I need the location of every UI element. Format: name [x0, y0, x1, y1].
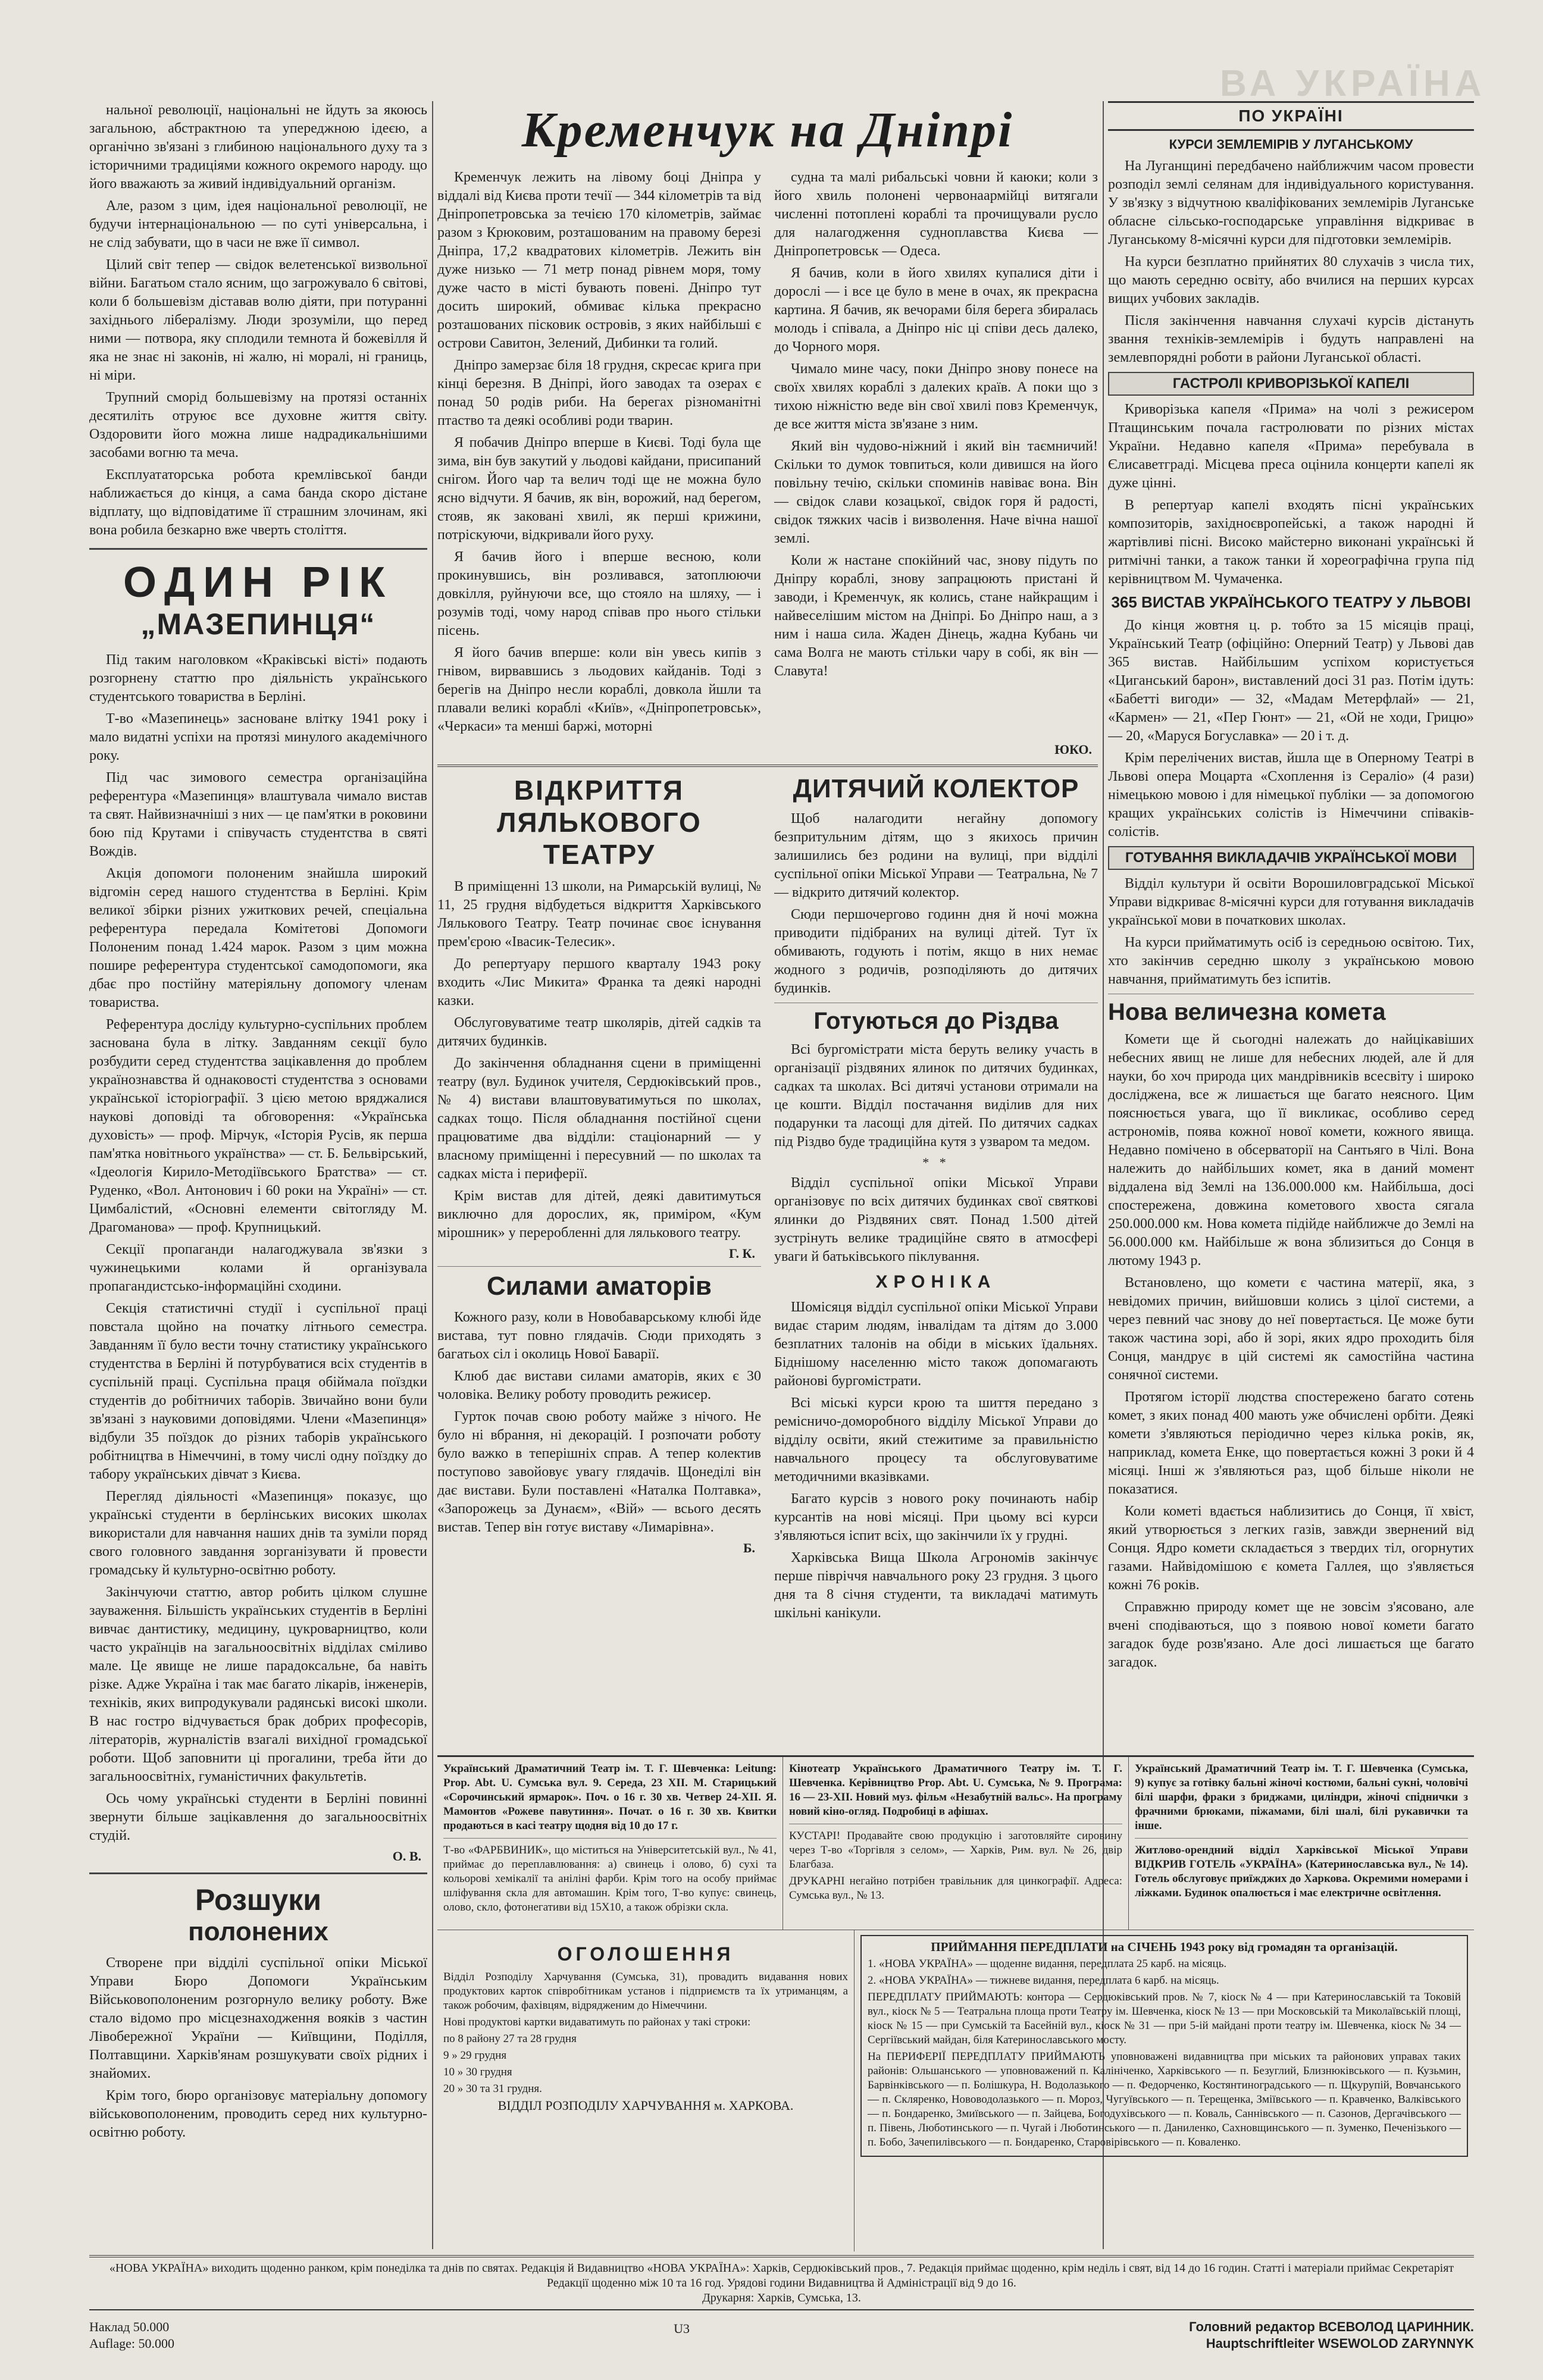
footer — [89, 2255, 1474, 2352]
column-rule — [432, 101, 433, 2249]
ad-text: Український Драматичний Театр ім. Т. Г. Шевченка: Leitung: Prop. Abt. U. Сумська вул. 9. Середа, 23 ХІІ. М. Старицький «Сорочинський ярмарок». Поч. о 16 г. 30 хв. Четвер 24-ХІІ. Я. Мамонтов «Рожеве павутиння». Почат. о 16 г. 30 хв. Квитки продаються в касі театру щодня від 10 до 17 г. — [443, 1762, 777, 1832]
teachers-article — [1108, 846, 1474, 989]
paragraph: Референтура досліду культурно-суспільних проблем заснована була в літку. Завданням секції було розбудити серед студентства зацікавлення до проблем українознавства й однаковості студентства з основами української історіографії. З цією метою вряджалися наукові доповіді та обговорення: «Українська духовість» — проф. Мірчук, «Історія Русів, як перша пам'ятка новітнього українства» — ст. Б. Бельвірський, «Ідеологія Кирило-Методіївського Братства» — ст. Руденко, «Вол. Антонович і 60 роки на Україні» — ст. Цимбалістий, «Основні елементи світогляду М. Драгоманова» — проф. Крупницький. — [89, 1017, 427, 1235]
kapelia-article — [1108, 372, 1474, 588]
kapelia-title: ГАСТРОЛІ КРИВОРІЗЬКОЇ КАПЕЛІ — [1108, 372, 1474, 396]
intro-article — [89, 101, 427, 540]
announcement-title: ОГОЛОШЕННЯ — [557, 1943, 734, 1965]
paragraph: Коли кометі вдається наблизитись до Сонця, її хвіст, який утворюється з легких газів, завжди звернений від Сонця. Ядро комети складається з твердих тіл, огорнутих газами. Найвідомішою є комета Галлея, що з'являється кожні 76 років. — [1108, 1504, 1474, 1593]
paragraph: Я його бачив вперше: коли він увесь кипів з гнівом, вирвавшись з льодових кайданів. Тоді з берегів на Дніпро несли кораблі, довкола йшли та плавали великі кораблі «Київ», «Дніпропетровськ», «Черкаси» та менші баржі, моторні — [437, 645, 761, 734]
kremenchuk-article — [437, 168, 1098, 757]
paragraph: Крім того, бюро організовує матеріальну допомогу військовополоненим, проводить серед них культурно-освітню роботу. — [89, 2088, 427, 2140]
paragraph: Шомісяця відділ суспільної опіки Міської Управи видає старим людям, інвалідам та дітям до 3.000 безплатних талонів на обіди в міських їдальнях. Біднішому населенню місто також допомагають районові бургомістрати. — [774, 1299, 1098, 1389]
ad-text: КУСТАРІ! Продавайте свою продукцію і заготовляйте сировину через Т-во «Торгівля з селом», — Харків, Рим. вул. № 26, двір Благбаза. — [789, 1830, 1122, 1871]
paragraph: Встановлено, що комети є частина матерії, яка, з невідомих причин, вийшовши колись з цілої системи, а через певний час знову до неї повертається. Це може бути також частина зорі, або й зорі, яких ядро проходить біля Сонця, мандрує в цій системі як самостійна частина сонячної системи. — [1108, 1275, 1474, 1383]
puppet-theatre-title-line1: ВІДКРИТТЯ — [514, 775, 685, 806]
bleed-through-watermark: ВА УКРАЇНА — [1220, 63, 1486, 104]
paragraph: Відділ Розподілу Харчування (Сумська, 31), провадить видавання нових продуктових карток співробітникам установ і підприємств та їх утриманцям, а також робочим, фахівцям, відрядженим до Німеччини. — [443, 1971, 848, 2012]
christmas-title: Готуються до Різдва — [813, 1008, 1059, 1034]
divider — [89, 1872, 427, 1874]
editor-credit — [1189, 2319, 1474, 2352]
circulation — [89, 2319, 174, 2352]
surveyors-article — [1108, 137, 1474, 367]
paragraph: Експлуататорська робота кремлівської банди наближається до кінця, а сама банда скоро дістане відплату, що відповідатиме її страшним злочинам, які вона робила безкарно вже чверть століття. — [89, 467, 427, 538]
paragraph: Секції пропаганди налагоджувала зв'язки з чужинецькими колами й організувала пропагандистсько-інформаційні сходини. — [89, 1242, 427, 1294]
paragraph: Чимало мине часу, поки Дніпро знову понесе на своїх хвилях кораблі з далеких країв. А поки що з тихою ніжністю веде він свої хвилі повз Кременчук, де все життя міста зв'язане з ним. — [774, 361, 1098, 432]
editor-de: Hauptschriftleiter WSEWOLOD ZARYNNYK — [1206, 2336, 1474, 2351]
ad-subscription — [855, 1930, 1474, 2251]
divider — [89, 548, 427, 550]
advertisements-block — [437, 1755, 1474, 2255]
paragraph: Криворізька капеля «Прима» на чолі з режисером Птащинським почала гастролювати по різних містах України. Недавно капеля «Прима» перебувала в Єлисаветграді. Місцева преса оцінила концерти капелі як дуже цінні. — [1108, 402, 1474, 491]
puppet-theatre-signature: Г. К. — [729, 1246, 755, 1261]
paragraph: Багато курсів з нового року починають набір курсантів на нові місяці. При цьому всі курси з'являються іспит всіх, що закінчили їх у грудні. — [774, 1491, 1098, 1543]
paragraph: Нові продуктові картки видаватимуть по районах у такі строки: — [443, 2016, 751, 2028]
mazepynets-title-line1: ОДИН РІК — [123, 559, 394, 606]
paragraph: Протягом історії людства спостережено багато сотень комет, з яких понад 400 мають уже обчислені орбіти. Деякі комети з'являються періодично через кілька років, як, наприклад, комета Енке, що повертається кожні 3 роки й 4 місяці. Інші ж з'являються раз, щоб більше ніколи не показатися. — [1108, 1389, 1474, 1497]
ad-text: ДРУКАРНІ негайно потрібен травільник для цинкографії. Адреса: Сумська вул., № 13. — [789, 1875, 1122, 1902]
mazepynets-title-line2: „МАЗЕПИНЦЯ“ — [140, 607, 376, 641]
ad-text: Житлово-орендний відділ Харківської Міської Управи ВІДКРИВ ГОТЕЛЬ «УКРАЇНА» (Катеринославська вул., № 14). Готель обслуговує приїжджих до Харкова. Окремими номерами і ліжками. Будинок опалюється і має електричне освітлення. — [1135, 1844, 1468, 1899]
paragraph: Щоб налагодити негайну допомогу безпритульним дітям, що з якихось причин залишились без родини на вулиці, при відділі суспільної опіки Міської Управи — Театральна, № 7 — відкрито дитячий колектор. — [774, 811, 1098, 900]
divider — [437, 1266, 761, 1267]
comet-article — [1108, 999, 1474, 1672]
puppet-theatre-title-line2: ЛЯЛЬКОВОГО ТЕАТРУ — [497, 807, 702, 870]
surveyors-title: КУРСИ ЗЕМЛЕМІРІВ У ЛУГАНСЬКОМУ — [1169, 137, 1413, 152]
paragraph: Створене при відділі суспільної опіки Міської Управи Бюро Допомоги Українським Військовополоненим розгорнуло велику роботу. Вже стало відомо про місцезнаходження вояків з частин Лівобережної України — Київщини, Поділля, Полтавщини. Харків'янам розшукувати своїх рідних і знайомих. — [89, 1955, 427, 2081]
paragraph: До репертуару першого кварталу 1943 року входить «Лис Микита» Франка та деякі народні казки. — [437, 956, 761, 1009]
paragraph: Крім вистав для дітей, деякі давитимуться виключно для дорослих, як, приміром, «Кум мірошник» у переробленні для лялькового театру. — [437, 1188, 761, 1241]
paragraph: На Луганщині передбачено найближчим часом провести розподіл землі селянам для індивідуального користування. У зв'язку з відчутною кваліфікованих землемірів Луганське обласне сільсько-господарське управління відкриває в Луганському 8-місячні курси для підготовки землемірів. — [1108, 158, 1474, 248]
paragraph: В репертуар капелі входять пісні українських композиторів, західноєвропейські, а також народні й жартівливі пісні. Високо майстерно виконані українські й ритмічні танки, а також танки й хореографічна група під керівництвом М. Чумаченка. — [1108, 497, 1474, 587]
paragraph: Комети ще й сьогодні належать до найцікавіших небесних явищ не лише для небесних людей, але й для науки, бо хоч природа цих мандрівників всесвіту і широко досліджена, все ж лишається ще багато неясного. Цим пояснюється увага, що її викликає, особливо серед астрономів, поява кожної нової комети, кожного явища. Недавно помічено в обсерваторії на Сантьяго в Чілі. Вона належить до найбільших комет, яка в даний момент віддалена від Землі на 136.000.000 км. Найбільша, досі спостережена, довжина кометового хвоста сягала 250.000.000 км. Нова комета підійде найближче до Землі на 56.000.000 км. Найбільше ж вона зблизиться до Сонця в лютому 1943 р. — [1108, 1032, 1474, 1269]
paragraph: ПЕРЕДПЛАТУ ПРИЙМАЮТЬ: контора — Сердюківський пров. № 7, кіоск № 4 — при Катеринославській та Токовій вул., кіоск № 5 — Театральна площа проти Театру ім. Шевченка, кіоск № 13 — при Московській та Миколаївській площі, кіоск № 15 — при Сумській та Басейній вул., кіоск № 31 — при 5-ій майдані проти театру ім. Шевченка, кіоск № 34 — Сергіївський майдан, біля Катеринославського мосту. — [868, 1991, 1461, 2046]
po-ukraini-header: ПО УКРАЇНІ — [1108, 101, 1474, 131]
ad-text: Кінотеатр Українського Драматичного Театру ім. Т. Г. Шевченка. Керівництво Prop. Abt. U. Сумська, № 9. Програма: 16 — 23-XII. Новий муз. фільм «Незабутній вальс». На програму новий кіно-огляд. Подробиці в афішах. — [789, 1762, 1122, 1818]
paragraph: Т-во «Мазепинець» засноване влітку 1941 року і мало видатні успіхи на протязі минулого академічного року. — [89, 711, 427, 763]
paragraph: Справжню природу комет ще не зовсім з'ясовано, але вчені сподіваються, що з появою нової комети багато загадок буде розв'язано. Але досі лишається ще багато загадок. — [1108, 1599, 1474, 1670]
paragraph: Кременчук лежить на лівому боці Дніпра у віддалі від Києва проти течії — 344 кілометрів та від Дніпропетровська за течією 170 кілометрів, займає разом з Крюковим, розташованим на правому березі Дніпра, 17,2 квадратових кілометрів. Лежить він дуже низько — 71 метр понад рівнем моря, тому дуже часто в місті бувають повені. Дніпро тут досить широкий, обмиває кілька прекрасно розташованих пісковик островів, з яких найбільші є острови Савитон, Зелений, Дибинки та голий. — [437, 170, 761, 351]
kremenchuk-signature: ЮКО. — [1054, 742, 1092, 757]
paragraph: Я побачив Дніпро вперше в Києві. Тоді була ще зима, він був закутий у льодові кайдани, присипаний снігом. Його чар та велич тоді ще не можна було ясно відчути. Я бачив, як він, ворожий, над берегом, стояв, як заковані хвилі, як перші крижини, потріскуючи, відкривали його руху. — [437, 435, 761, 543]
publisher-info-line: «НОВА УКРАЇНА» виходить щоденно ранком, крім понеділка та днів по святах. Редакція й Видавництво «НОВА УКРАЇНА»: Харків, Сердюківський пров., 7. Редакція приймає щоденно, крім неділь і свят, від 14 до 16 годин. Статті і матеріали приймає Секретаріят Редакції щоденно між 10 та 16 год. Урядові години Видавництва й Адміністрації від 9 до 16. — [109, 2262, 1454, 2290]
paragraph: До кінця жовтня ц. р. тобто за 15 місяців праці, Український Театр (офіційно: Оперний Театр) у Львові дав 365 вистав. Найбільшим успіхом користується «Циганський барон», виставлений досі 31 раз. Потім ідуть: «Бабетті вигоди» — 32, «Мадам Метерфлай» — 21, «Кармен» — 21, «Пер Гюнт» — 21, «Ой не ходи, Грицю» — 20, «Маруся Богуславка» — 20 і т. д. — [1108, 618, 1474, 744]
paragraph: В приміщенні 13 школи, на Римарській вулиці, № 11, 25 грудня відбудеться відкриття Харківського Лялькового Театру. Театр починає своє існування прем'єрою «Івасик-Телесик». — [437, 879, 761, 950]
christmas-article — [774, 1008, 1098, 1266]
collector-title: ДИТЯЧИЙ КОЛЕКТОР — [793, 774, 1079, 803]
circulation-de: Auflage: 50.000 — [89, 2336, 174, 2351]
rozshuky-article — [89, 1883, 427, 2142]
paragraph: На курси безплатно прийнятих 80 слухачів з числа тих, що мають середню освіту, або вчилися на перших курсах вищих учбових закладів. — [1108, 254, 1474, 306]
paragraph: Перегляд діяльності «Мазепинця» показує, що українські студенти в берлінських високих школах використали для навчання наших днів та зуміли поряд свого головного завдання зорганізувати й провести громадську й культурно-освітню роботу. — [89, 1489, 427, 1578]
paragraph: Ось чому українські студенти в Берліні повинні звернути більше зацікавлення до загальноосвітніх студій. — [89, 1791, 427, 1843]
chronicle-article — [774, 1272, 1098, 1623]
lviv-theatre-title: 365 ВИСТАВ УКРАЇНСЬКОГО ТЕАТРУ У ЛЬВОВІ — [1111, 593, 1471, 611]
paragraph: До закінчення обладнання сцени в приміщенні театру (вул. Будинок учителя, Сердюківський пров., № 4) вистави влаштовуватимуться по школах, садках тощо. Після обладнання постійної сцени працюватиме два відділи: стаціонарний — у власному приміщенні і пересувний — по школах та садках міста і периферії. — [437, 1056, 761, 1182]
ad-drama-theatre — [437, 1757, 783, 1930]
paragraph: Закінчуючи статтю, автор робить цілком слушне зауваження. Більшість українських студентів в Берліні вивчає дантистику, медицину, цукроварництво, коли часто українців на загальноосвітніх відділах сміливо мале. Це явище не лише парадоксальне, ба навіть різке. Адже Україна і так має багато лікарів, інженерів, техніків, яких випродукували радянські високі школи. В нас гостро відчувається брак добрих професорів, літераторів, журналістів взагалі вихідної громадської роботи. Щоб заповнити ці прогалини, треба йти до загальноосвітніх, гуманістичних факультетів. — [89, 1584, 427, 1784]
amateurs-signature: Б. — [743, 1540, 755, 1555]
paragraph: 9 » 29 грудня — [443, 2049, 507, 2062]
paragraph: 10 » 30 грудня — [443, 2066, 512, 2078]
ad-text: Т-во «ФАРБВИНИК», що міститься на Університетській вул., № 41, приймає до переплавлювання: а) свинець і олово, б) сухі та кольорові хемікалії та аніліні фарби. Крім того на особу приймає шліфування скла для автомашин. Крім того, Т-во купує: свинець, олово, скло, фотонегативи від 15Х10, а також обрізки скла. — [443, 1844, 777, 1914]
paragraph: судна та малі рибальські човни й каюки; коли з його хвиль полонені червонаармійці витягали численні потоплені кораблі та прочищували русло для налагодження судноплавства Києва — Дніпропетровськ — Одеса. — [774, 170, 1098, 259]
mazepynets-signature: О. В. — [392, 1849, 421, 1864]
paragraph: Відділ суспільної опіки Міської Управи організовує по всіх дитячих будинках свої святкові ялинки до Різдвяних свят. Понад 1.500 дітей зустрінуть велике традиційне свято в атмосфері уваги й батьківського піклування. — [774, 1175, 1098, 1264]
paragraph: Клюб дає вистави силами аматорів, яких є 30 чоловіка. Велику роботу проводить режисер. — [437, 1368, 761, 1402]
left-column — [89, 101, 427, 2276]
paragraph: Гурток почав свою роботу майже з нічого. Не було ні вбрання, ні декорацій. І розпочати роботу було важко в теперішніх справ. А тепер колектив поступово завойовує увагу глядачів. Щонеділі він дає вистави. Були поставлені «Наталка Полтавка», «Запорожець за Дунаєм», «Вій» — всього десять вистав. Тепер він готує виставу «Лимарівна». — [437, 1409, 761, 1535]
paragraph: Обслуговуватиме театр школярів, дітей садків та дитячих будинків. — [437, 1015, 761, 1049]
ads-row-1 — [437, 1755, 1474, 1930]
paragraph: Який він чудово-ніжний і який він таємничий! Скільки то думок товпиться, коли дивишся на його повільну течію, скільки споминів навіває вона. Він — свідок слави козацької, свідок горя й радості, свідок тяжких часів і визволення. Наче вічна нашої землі. — [774, 439, 1098, 546]
circulation-ua: Наклад 50.000 — [89, 2319, 170, 2334]
paragraph: нальної революції, національні не йдуть за якоюсь загальною, абстрактною та упереджною ідеєю, а органічно зв'язані з глибиною національного духу та з історичними традиціями кожного окремого народу. що його вважають за живий індивідуальний організм. — [89, 102, 427, 192]
paragraph: 2. «НОВА УКРАЇНА» — тижневе видання, передплата 6 карб. на місяць. — [868, 1974, 1219, 1987]
editor-ua: Головний редактор ВСЕВОЛОД ЦАРИННИК. — [1189, 2319, 1474, 2334]
paragraph: Всі міські курси крою та шиття передано з ремісничо-доморобного відділу Міської Управи до відділу освіти, який стежитиме за правильністю навчального процесу та обслуговуватиме методичними вказівками. — [774, 1395, 1098, 1485]
ad-costumes — [1129, 1757, 1474, 1930]
paragraph: На курси прийматимуть осіб із середньою освітою. Тих, хто закінчив середню школу з українською мовою навчання, прийматимуть без іспитів. — [1108, 935, 1474, 987]
paragraph: Але, разом з цим, ідея національної революції, не будучи інтернаціональною — по суті універсальна, і не слід забувати, що в часи не вже її символ. — [89, 198, 427, 250]
puppet-theatre-article — [437, 774, 761, 1261]
teachers-title: ГОТУВАННЯ ВИКЛАДАЧІВ УКРАЇНСЬКОЇ МОВИ — [1108, 846, 1474, 870]
paragraph: Після закінчення навчання слухачі курсів дістануть звання техніків-землемірів і будуть направлені на землевпорядні роботи в райони Луганської області. — [1108, 313, 1474, 365]
paragraph: по 8 району 27 та 28 грудня — [443, 2033, 577, 2045]
kremenchuk-headline: Кременчук на Дніпрі — [521, 102, 1014, 158]
subscription-title: ПРИЙМАННЯ ПЕРЕДПЛАТИ на СІЧЕНЬ 1943 року від громадян та організацій. — [931, 1940, 1398, 1954]
paragraph: Акція допомоги полоненим знайшла широкий відгомін серед нашого студентства в Берліні. Крім великої збірки різних ужиткових речей, спеціальна референтура передала Комітетові Допомоги Полоненим понад 1.424 марок. Разом з цим можна пошире референтура студентської самодопомоги, яка дбає про постійну матеріяльну допомогу членам товариства. — [89, 866, 427, 1010]
chronicle-title: ХРОНІКА — [875, 1272, 997, 1292]
printing-house-line: Друкарня: Харків, Сумська, 13. — [702, 2291, 861, 2304]
amateurs-article — [437, 1272, 761, 1556]
ads-row-2 — [437, 1930, 1474, 2251]
mazepynets-article — [89, 558, 427, 1864]
paragraph: Трупний сморід большевізму на протязі останніх десятиліть отруює все духовне життя світу. Оздоровити його можна лише надрадикальнішими засобами вогню та меча. — [89, 390, 427, 461]
paragraph: Відділ культури й освіти Ворошиловградської Міської Управи відкриває 8-місячні курси для готування викладачів української мови в початкових школах. — [1108, 876, 1474, 928]
paragraph: На ПЕРИФЕРІЇ ПЕРЕДПЛАТУ ПРИЙМАЮТЬ уповноважені видавництва при міських та районових управах таких районів: Ольшанського — уповноважений п. Калініченко, Харківського — п. Безуглий, Близнюківського — п. Кузьмин, Барвінківського — п. Болішкура, Н. Водолазького — п. Федорченко, Костянтиноградського — п. Щкурупій, Вовчанського — п. Скляренко, Нововодолазького — п. Мороз, Чугуївського — п. Терещенка, Зміївського — п. Кравченко, Валківського — п. Бондаренко, Змиївського — п. Зайцева, Богодухівського — п. Коваль, Саннівського — п. Сазонов, Дергачівського — п. Півень, Люботинського — п. Чугай і Люботинського — п. Даниленко, Сахновщинського — п. Зуменко, Печенізького — п. Бобо, Зачепилівського — п. Бондаренко, Старовірівського — п. Коваленко. — [868, 2050, 1461, 2149]
amateurs-title: Силами аматорів — [487, 1272, 712, 1301]
paragraph: Крім перелічених вистав, йшла ще в Оперному Театрі в Львові опера Моцарта «Схоплення із Сераліо» (4 рази) німецькою мовою і для німецької публіки — за допомогою кращих українських солістів із Німеччини співаків-солістів. — [1108, 750, 1474, 840]
paragraph: Дніпро замерзає біля 18 грудня, скресає крига при кінці березня. В Дніпрі, його заводах та озерах є понад 50 родів риби. На берегах різноманітні птаство та деякі особливі роди тварин. — [437, 358, 761, 428]
paragraph: Сюди першочергово годинн дня й ночі можна приводити підібраних на вулиці дітей. Тут їх обмивають, годують і потім, якщо в них немає жодного з родичів, розподіляють до дитячих будинків. — [774, 907, 1098, 996]
publisher-info — [89, 2255, 1474, 2310]
rozshuky-title-line1: Розшуки — [195, 1883, 322, 1916]
lviv-theatre-article — [1108, 593, 1474, 841]
paragraph: Кожного разу, коли в Новобаварському клюбі йде вистава, тут повно глядачів. Сюди приходять з багатьох сіл і околиць Нової Баварії. — [437, 1310, 761, 1362]
ad-announcement — [437, 1930, 855, 2251]
divider — [437, 765, 1098, 767]
comet-title: Нова величезна комета — [1108, 999, 1386, 1025]
collector-article — [774, 774, 1098, 998]
paragraph: Коли ж настане спокійний час, знову підуть по Дніпру кораблі, знову запрацюють пристані й заводи, і Кременчук, як колись, стане найкращим і найвеселішим містом на Дніпрі. Бо Дніпро наш, а з ним і наша сила. Жаден Дінець, жадна Кубань чи сама Волга не мають стільки чару в собі, як він — Славута! — [774, 553, 1098, 679]
paragraph: 20 » 30 та 31 грудня. — [443, 2082, 542, 2095]
ad-cinema — [783, 1757, 1129, 1930]
announcement-signature: ВІДДІЛ РОЗПОДІЛУ ХАРЧУВАННЯ м. ХАРКОВА. — [497, 2098, 794, 2113]
paragraph: Цілий світ тепер — свідок велетенської визвольної війни. Багатьом стало ясним, що загрожувало 6 світові, коли б большевізм діставав волю діяти, при потуранні західнього лібералізму. Люди зрозуміли, що перед ними — потвора, яку сплодили темнота й божевілля й яка не знає ні законів, ні жалю, ні моралі, ні границь, ні міри. — [89, 257, 427, 383]
paragraph: Я бачив його і вперше весною, коли прокинувшись, він розливався, затоплюючи довкілля, руйнуючи все, що стояло на шляху, — і розумів тоді, чому народ співав про нього стільки пісень. — [437, 549, 761, 638]
paragraph: Всі бургомістрати міста беруть велику участь в організації різдвяних ялинок по дитячих будинках, садках та школах. Всі дитячі установи отримали на це кошти. Відділ постачання виділив для них подарунки та ласощі для дітей. По дитячих садках під Різдво буде традиційна кутя з узваром та медом. — [774, 1042, 1098, 1150]
paragraph: Під час зимового семестра організаційна референтура «Мазепинця» влаштувала чимало вистав та свят. Найвизначніші з них — це пам'ятки в роковини бою під Крутами і співучасть студентства в святі Вождів. — [89, 770, 427, 859]
paragraph: 1. «НОВА УКРАЇНА» — щоденне видання, передплата 25 карб. на місяць. — [868, 1958, 1227, 1970]
paragraph: Я бачив, коли в його хвилях купалися діти і дорослі — і все це було в мене в очах, як прекрасна картина. Я бачив, як вечорами біля берега збиралась молодь і співала, а Дніпро ніс ці співи десь далеко, до Чорного моря. — [774, 265, 1098, 355]
paragraph: Харківська Вища Школа Агрономів закінчує перше півріччя навчального року 23 грудня. З цього дня та 8 січня студенти, та викладачі матимуть шкільні канікули. — [774, 1550, 1098, 1621]
censor-mark: U3 — [674, 2321, 690, 2336]
rozshuky-title-line2: полонених — [188, 1917, 328, 1946]
paragraph: Під таким наголовком «Краківські вісті» подають розгорнену статтю про діяльність українського студентського товариства в Берліні. — [89, 652, 427, 704]
separator-stars: * * — [922, 1155, 950, 1170]
ad-text: Український Драматичний Театр ім. Т. Г. Шевченка (Сумська, 9) купує за готівку бальні жіночі костюми, бальні сукні, чоловічі білі шарфи, фраки з бриджами, циліндри, жіночі спіднички з фрачними брюками, піжамами, білі шалі, білі рукавички та інше. — [1135, 1762, 1468, 1832]
paragraph: Секція статистичні студії і суспільної праці повстала щойно на початку літнього семестра. Завданням її було вести точну статистику українського студентства в Берліні й потурбуватися всіх студентів в суспільній праці. Суспільна праця обіймала поїздки студентів до робітничих таборів. Звичайно вони були зв'язані з науковими доповідями. Члени «Мазепинця» відбули 35 поїздок до різних таборів українського робітництва в Німеччині, в тому числі одну поїздку до табору українських дівчат з Києва. — [89, 1301, 427, 1482]
